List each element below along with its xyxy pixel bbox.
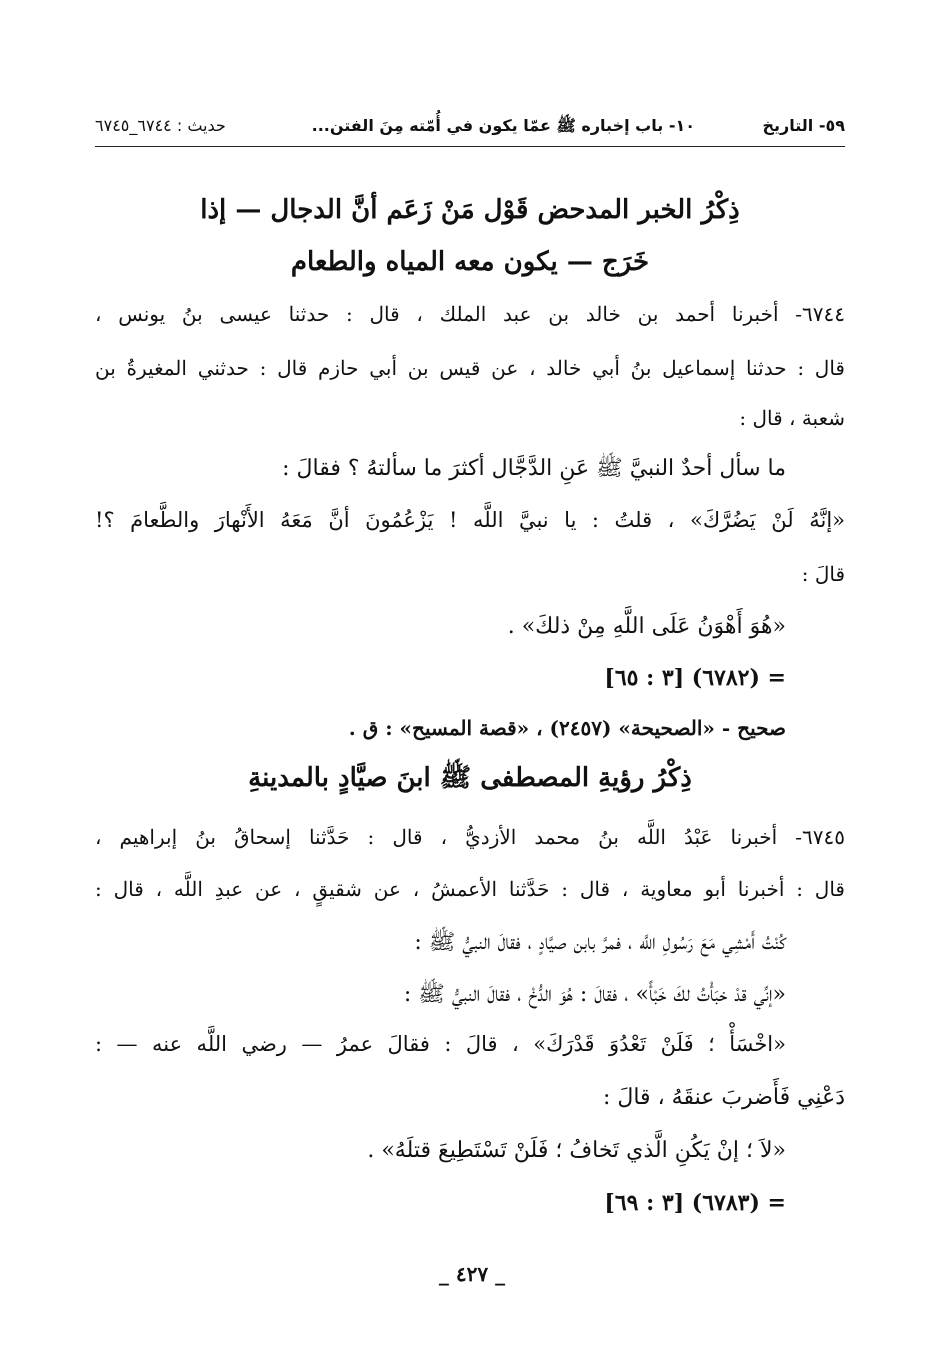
grading-line: صحيح - «الصحيحة» (٢٤٥٧) ، «قصة المسيح» : ق . — [348, 716, 786, 740]
text-line: «هُوَ أَهْوَنُ عَلَى اللَّهِ مِنْ ذلكَ» . — [507, 614, 786, 639]
section-heading-1-line-2: خَرَج — يكون معه المياه والطعام — [290, 247, 650, 277]
text-line: قال : أخبرنا أبو معاوية ، قال : حَدَّثنا الأعمشُ ، عن شقيقٍ ، عن عبدِ اللَّه ، قال : — [95, 877, 845, 901]
text-line: «إنِّي قدْ خبَأْتُ لكَ خَبْأً» ، فقالَ : هُوَ الدُّخْ ، فقالَ النبيُّ ﷺ : — [403, 982, 786, 1007]
text-line: دَعْنِي فَأَضربَ عنقَهُ ، قالَ : — [602, 1085, 845, 1110]
text-line: «اخْسَأْ ؛ فَلَنْ تَعْدُوَ قَدْرَكَ» ، قالَ : فقالَ عمرُ — رضي اللَّه عنه — : — [95, 1032, 786, 1056]
text-line: «لاَ ؛ إنْ يَكُنِ الَّذي تَخافُ ؛ فَلَنْ تَسْتَطِيعَ قتلَهُ» . — [367, 1138, 786, 1163]
header-chapter-title: ١٠- باب إخباره ﷺ عمّا يكون في أُمّته مِنَ الفتن... — [311, 116, 695, 135]
text-line: ما سأل أحدٌ النبيَّ ﷺ عَنِ الدَّجَّال أكثرَ ما سألتهُ ؟ فقالَ : — [282, 456, 786, 481]
text-line: ٦٧٤٥- أخبرنا عَبْدُ اللَّه بنُ محمد الأزديُّ ، قال : حَدَّثنا إسحاقُ بنُ إبراهيم ، — [95, 825, 845, 849]
header-book-title: ٥٩- التاريخ — [762, 116, 845, 135]
text-line: قال : حدثنا إسماعيل بنُ أبي خالد ، عن قيس بن أبي حازم قال : حدثني المغيرةُ بن — [95, 356, 845, 380]
section-heading-1-line-1: ذِكْرُ الخبر المدحض قَوْل مَنْ زَعَم أنَّ الدجال — إذا — [200, 195, 740, 225]
running-header — [95, 110, 845, 144]
text-line: كُنْتُ أَمْشِي مَعَ رَسُولِ اللَّه ، فمرَّ بابن صيَّادٍ ، فقالَ النبيُّ ﷺ : — [414, 930, 786, 955]
reference-line: = (٦٧٨٢) [٣ : ٦٥] — [604, 665, 786, 691]
text-line: ٦٧٤٤- أخبرنا أحمد بن خالد بن عبد الملك ، قال : حدثنا عيسى بنُ يونس ، — [95, 302, 845, 326]
page-number: _ ٤٢٧ _ — [438, 1262, 506, 1286]
header-divider — [95, 146, 845, 147]
section-heading-2: ذِكْرُ رؤيةِ المصطفى ﷺ ابنَ صيَّادٍ بالمدينةِ — [248, 763, 692, 793]
text-line: شعبة ، قال : — [739, 406, 845, 430]
text-line: «إنَّهُ لَنْ يَضُرَّكَ» ، قلتُ : يا نبيَّ اللَّه ! يَزْعُمُونَ أنَّ مَعَهُ الأَنْهارَ والطَّعامَ ؟! — [95, 508, 845, 532]
text-line: قالَ : — [801, 562, 845, 586]
reference-line: = (٦٧٨٣) [٣ : ٦٩] — [604, 1190, 786, 1216]
header-hadith-range: حديث : ٦٧٤٤_٦٧٤٥ — [95, 116, 226, 135]
